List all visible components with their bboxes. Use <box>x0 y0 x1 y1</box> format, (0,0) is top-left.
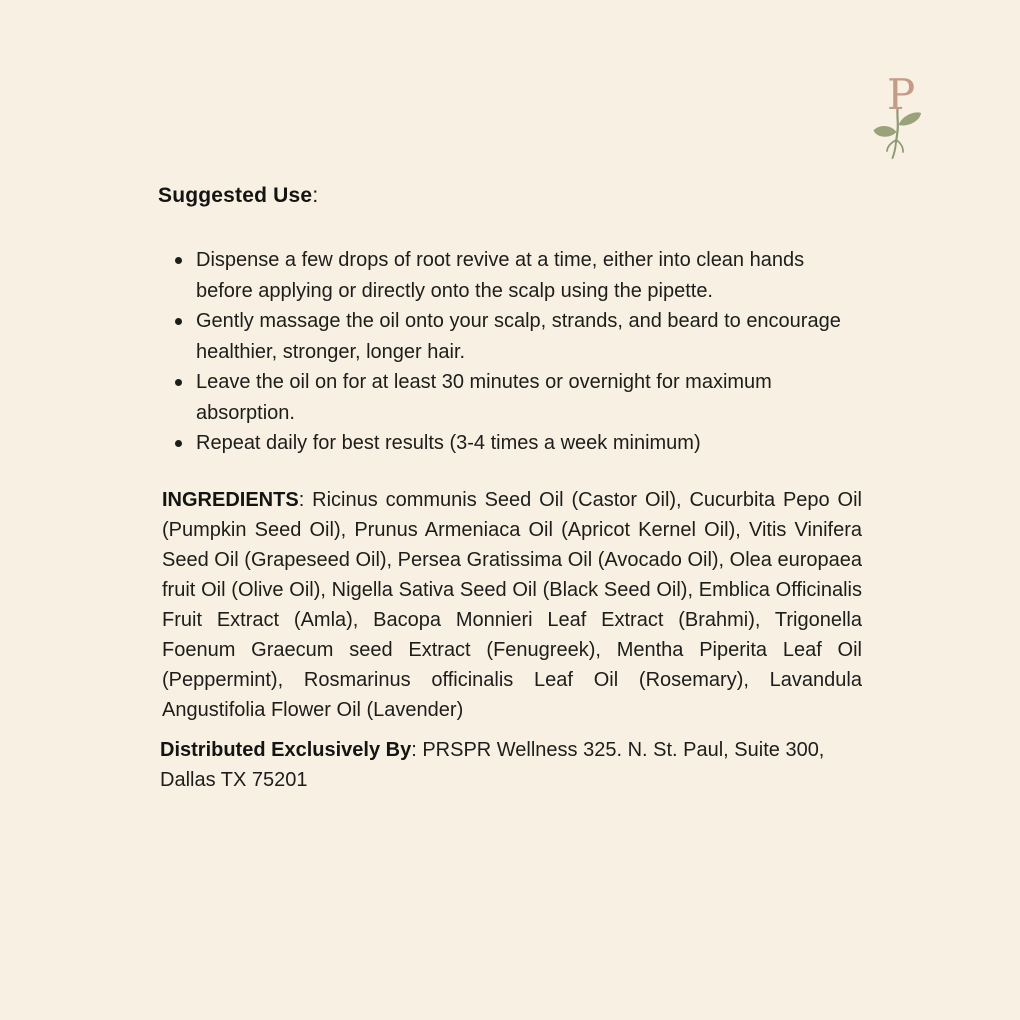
usage-bullet-1: Dispense a few drops of root revive at a time, either into clean hands before applying or directly onto the scalp using the pipette. <box>196 245 864 306</box>
usage-bullet-2: Gently massage the oil onto your scalp, strands, and beard to encourage healthier, stronger, longer hair. <box>196 306 864 367</box>
ingredients-paragraph <box>162 485 862 725</box>
usage-bullet-3: Leave the oil on for at least 30 minutes or overnight for maximum absorption. <box>196 367 864 428</box>
usage-bullet-list <box>158 245 864 459</box>
ingredients-label: INGREDIENTS <box>162 488 299 511</box>
logo-letter-p: P <box>887 76 916 119</box>
distributor-label: Distributed Exclusively By <box>160 738 412 761</box>
suggested-use-heading-colon: : <box>312 184 319 207</box>
left-leaf-shape <box>874 126 897 137</box>
suggested-use-heading-text: Suggested Use <box>158 184 313 207</box>
root-center-shape <box>893 142 897 158</box>
suggested-use-heading <box>158 183 864 209</box>
ingredients-text: : Ricinus communis Seed Oil (Castor Oil), Cucurbita Pepo Oil (Pumpkin Seed Oil), Prunus Armeniaca Oil (Apricot Kernel Oil), Vitis Vinifera Seed Oil (Grapeseed Oil), Persea Gratissima Oil (Avocado Oil), Olea europaea fruit Oil (Olive Oil), Nigella Sativa Seed Oil (Black Seed Oil), Emblica Officinalis Fruit Extract (Amla), Bacopa Monnieri Leaf Extract (Brahmi), Trigonella Foenum Graecum seed Extract (Fenugreek), Mentha Piperita Leaf Oil (Peppermint), Rosmarinus officinalis Leaf Oil (Rosemary), Lavandula Angustifolia Flower Oil (Lavender) <box>162 488 862 721</box>
label-content <box>158 183 864 796</box>
distributor-paragraph <box>160 735 860 796</box>
prspr-plant-logo <box>870 76 928 162</box>
distributor-text: : PRSPR Wellness 325. N. St. Paul, Suite 300, Dallas TX 75201 <box>160 738 825 791</box>
plant-logo-graphic <box>870 76 928 162</box>
usage-bullet-4: Repeat daily for best results (3-4 times a week minimum) <box>196 428 864 459</box>
root-right-shape <box>897 140 904 152</box>
